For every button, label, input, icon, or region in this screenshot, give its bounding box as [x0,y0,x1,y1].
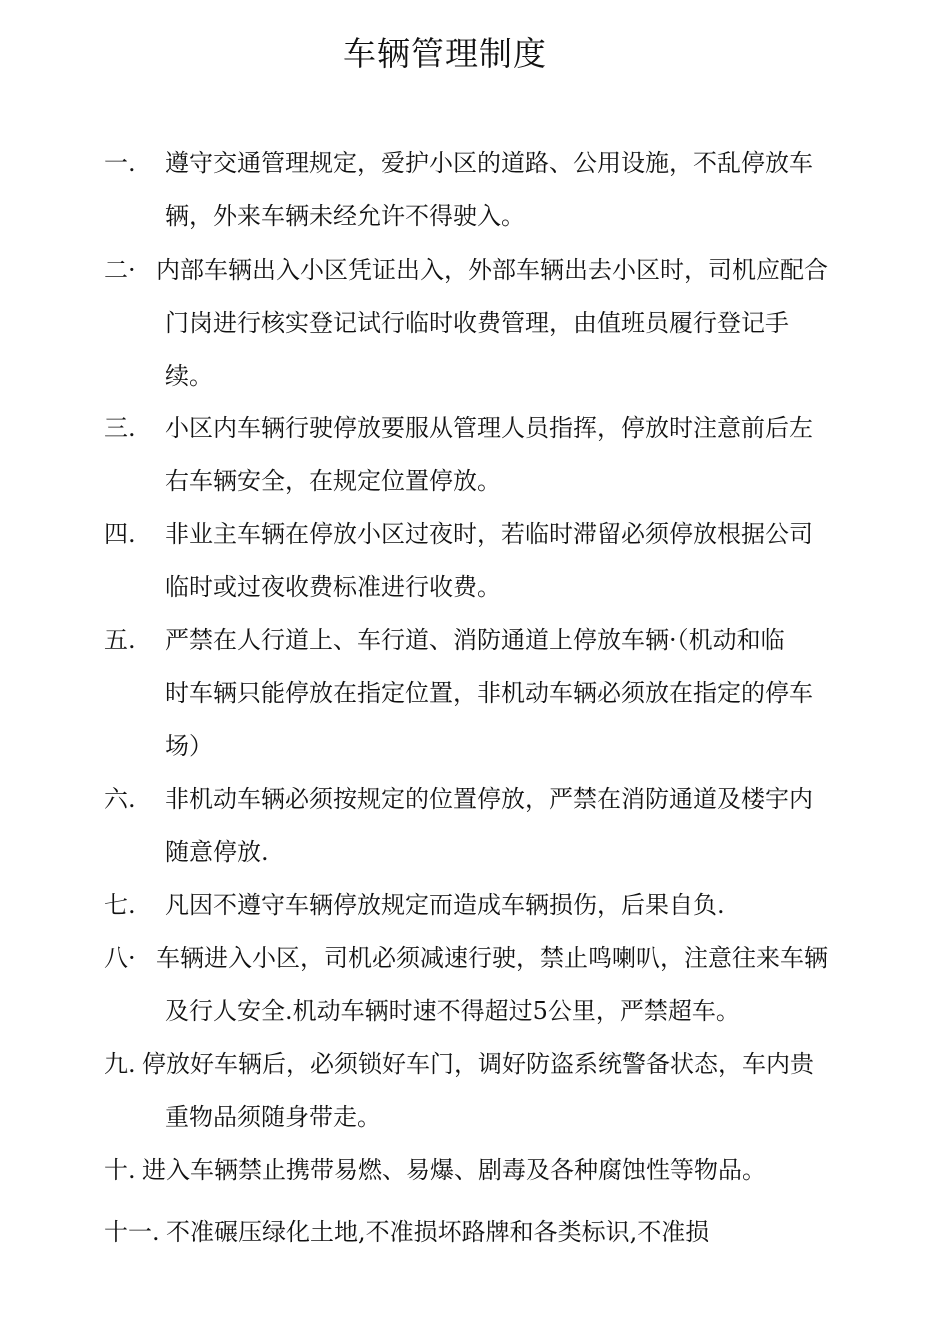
clause-line: 门岗进行核实登记试行临时收费管理，由值班员履行登记手 [165,309,789,337]
clause-line: 随意停放. [165,838,269,866]
clause-number: 二· [104,256,136,284]
clause-line: 车辆进入小区，司机必须减速行驶，禁止鸣喇叭，注意往来车辆 [156,944,828,972]
clause-line: 停放好车辆后，必须锁好车门，调好防盗系统警备状态，车内贵 [142,1050,814,1078]
clause-number: 四. [104,520,136,548]
clause-number: 五. [104,626,136,654]
clause-line: 临时或过夜收费标准进行收费。 [165,573,501,601]
clause-line: 时车辆只能停放在指定位置，非机动车辆必须放在指定的停车 [165,679,813,707]
clause-line: 进入车辆禁止携带易燃、易爆、剧毒及各种腐蚀性等物品。 [142,1156,766,1184]
document-title: 车辆管理制度 [343,34,547,73]
clause-number: 十. [104,1156,136,1184]
clause-line: 非机动车辆必须按规定的位置停放，严禁在消防通道及楼宇内 [165,785,813,813]
clause-line: 内部车辆出入小区凭证出入，外部车辆出去小区时，司机应配合 [156,256,828,284]
clause-line: 续。 [165,362,213,390]
clause-line: 凡因不遵守车辆停放规定而造成车辆损伤，后果自负. [165,891,725,919]
clause-number: 七. [104,891,136,919]
clause-line: 小区内车辆行驶停放要服从管理人员指挥，停放时注意前后左 [165,414,813,442]
clause-line: 重物品须随身带走。 [165,1103,381,1131]
clause-line: 右车辆安全，在规定位置停放。 [165,467,501,495]
clause-number: 三. [104,414,136,442]
clause-number: 一. [104,149,136,177]
clause-number: 六. [104,785,136,813]
clause-line: 及行人安全.机动车辆时速不得超过5公里，严禁超车。 [165,997,740,1025]
clause-line: 遵守交通管理规定，爱护小区的道路、公用设施，不乱停放车 [165,149,813,177]
clause-line: 辆，外来车辆未经允许不得驶入。 [165,202,525,230]
clause-number: 十一. [104,1218,160,1246]
clause-number: 八· [104,944,136,972]
clause-number: 九. [104,1050,136,1078]
clause-line: 场） [165,732,213,760]
clause-line: 严禁在人行道上、车行道、消防通道上停放车辆·（机动和临 [165,626,785,654]
clause-line: 不准碾压绿化土地,不准损坏路牌和各类标识,不准损 [166,1218,710,1246]
clause-line: 非业主车辆在停放小区过夜时，若临时滞留必须停放根据公司 [165,520,813,548]
